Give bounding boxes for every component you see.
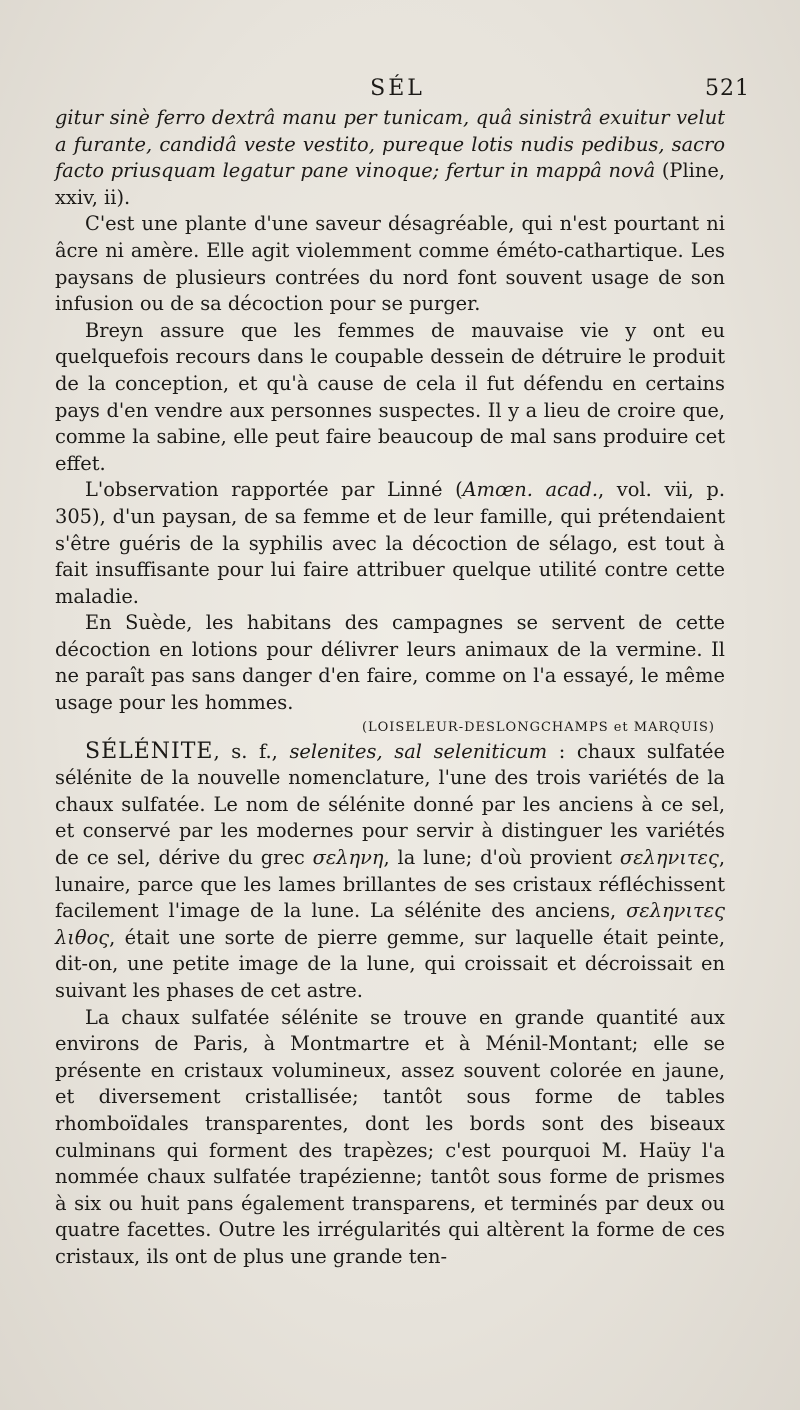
paragraph-4: En Suède, les habitans des campagnes se servent de cette décoction en lotions pour délivrer leurs animaux de la vermine. Il ne paraît pas sans danger d'en faire, comme on l'a essayé, le même usage pour les hommes. <box>55 611 725 715</box>
greek-word-1: σεληνη <box>312 846 384 870</box>
entry-text-a: : chaux sulfatée sélénite de la nouvelle nomenclature, l'une des trois variétés de la chaux sulfatée. Le nom de sélénite donné par les anciens à ce sel, et conservé par les modernes pour servir à distinguer les variétés de ce sel, dérive du grec <box>55 739 725 870</box>
running-head: SÉL <box>370 76 425 101</box>
page-number: 521 <box>705 76 750 101</box>
entry-grammar: , s. f., <box>213 739 290 763</box>
paragraph-1: C'est une plante d'une saveur désagréable, qui n'est pourtant ni âcre ni amère. Elle agit violemment comme éméto-cathartique. Les paysans de plusieurs contrées du nord font souvent usage de son infusion ou de sa décoction pour se purger. <box>55 212 725 316</box>
greek-word-3: σεληνιτες λιθος <box>55 899 725 949</box>
paragraph-3-part-b: , vol. vii, p. 305), d'un paysan, de sa femme et de leur famille, qui prétendaient s'être guéris de la syphilis avec la décoction de sélago, est tout à fait insuffisante pour lui faire attribuer quelque utilité contre cette maladie. <box>55 478 726 608</box>
page-body <box>55 105 725 1271</box>
entry-selenite <box>55 739 725 1005</box>
author-signature: (LOISELEUR-DESLONGCHAMPS et MARQUIS) <box>361 719 715 735</box>
greek-word-2: σεληνιτες <box>619 846 719 870</box>
latin-quote-paragraph <box>55 105 725 211</box>
paragraph-2: Breyn assure que les femmes de mauvaise vie y ont eu quelquefois recours dans le coupable dessein de détruire le produit de la conception, et qu'à cause de cela il fut défendu en certains pays d'en vendre aux personnes suspectes. Il y a lieu de croire que, comme la sabine, elle peut faire beaucoup de mal sans produire cet effet. <box>55 318 725 475</box>
latin-quote: gitur sinè ferro dextrâ manu per tunicam, quâ sinistrâ exuitur velut a furante, candidâ veste vestito, pureque lotis nudis pedibus, sacro facto priusquam legatur pane vinoque; fertur in mappâ novâ <box>55 106 725 183</box>
entry-text-c: , lunaire, parce que les lames brillantes de ses cristaux réfléchissent facilement l'image de la lune. La sélénite des anciens, <box>55 846 725 923</box>
entry-latin-names: selenites, sal seleniticum <box>289 739 548 763</box>
cited-work: Amœn. acad. <box>462 478 599 502</box>
paragraph-3 <box>55 477 725 610</box>
latin-reference: (Pline, xxiv, ii). <box>55 159 725 209</box>
paragraph-6: La chaux sulfatée sélénite se trouve en grande quantité aux environs de Paris, à Montmartre et à Ménil-Montant; elle se présente en cristaux volumineux, assez souvent colorée en jaune, et diversement cristallisée; tantôt sous forme de tables rhomboïdales transparentes, dont les bords sont des biseaux culminans qui forment des trapèzes; c'est pourquoi M. Haüy l'a nommée chaux sulfatée trapézienne; tantôt sous forme de prismes à six ou huit pans également transparens, et terminés par deux ou quatre facettes. Outre les irrégularités qui altèrent la forme de ces cristaux, ils ont de plus une grande ten- <box>55 1005 725 1268</box>
entry-text-d: , était une sorte de pierre gemme, sur laquelle était peinte, dit-on, une petite image de la lune, qui croissait et décroissait en suivant les phases de cet astre. <box>55 925 725 1002</box>
entry-headword: SÉLÉNITE <box>85 738 214 764</box>
paragraph-3-part-a: L'observation rapportée par Linné ( <box>85 478 463 502</box>
entry-text-b: , la lune; d'où provient <box>383 846 620 870</box>
